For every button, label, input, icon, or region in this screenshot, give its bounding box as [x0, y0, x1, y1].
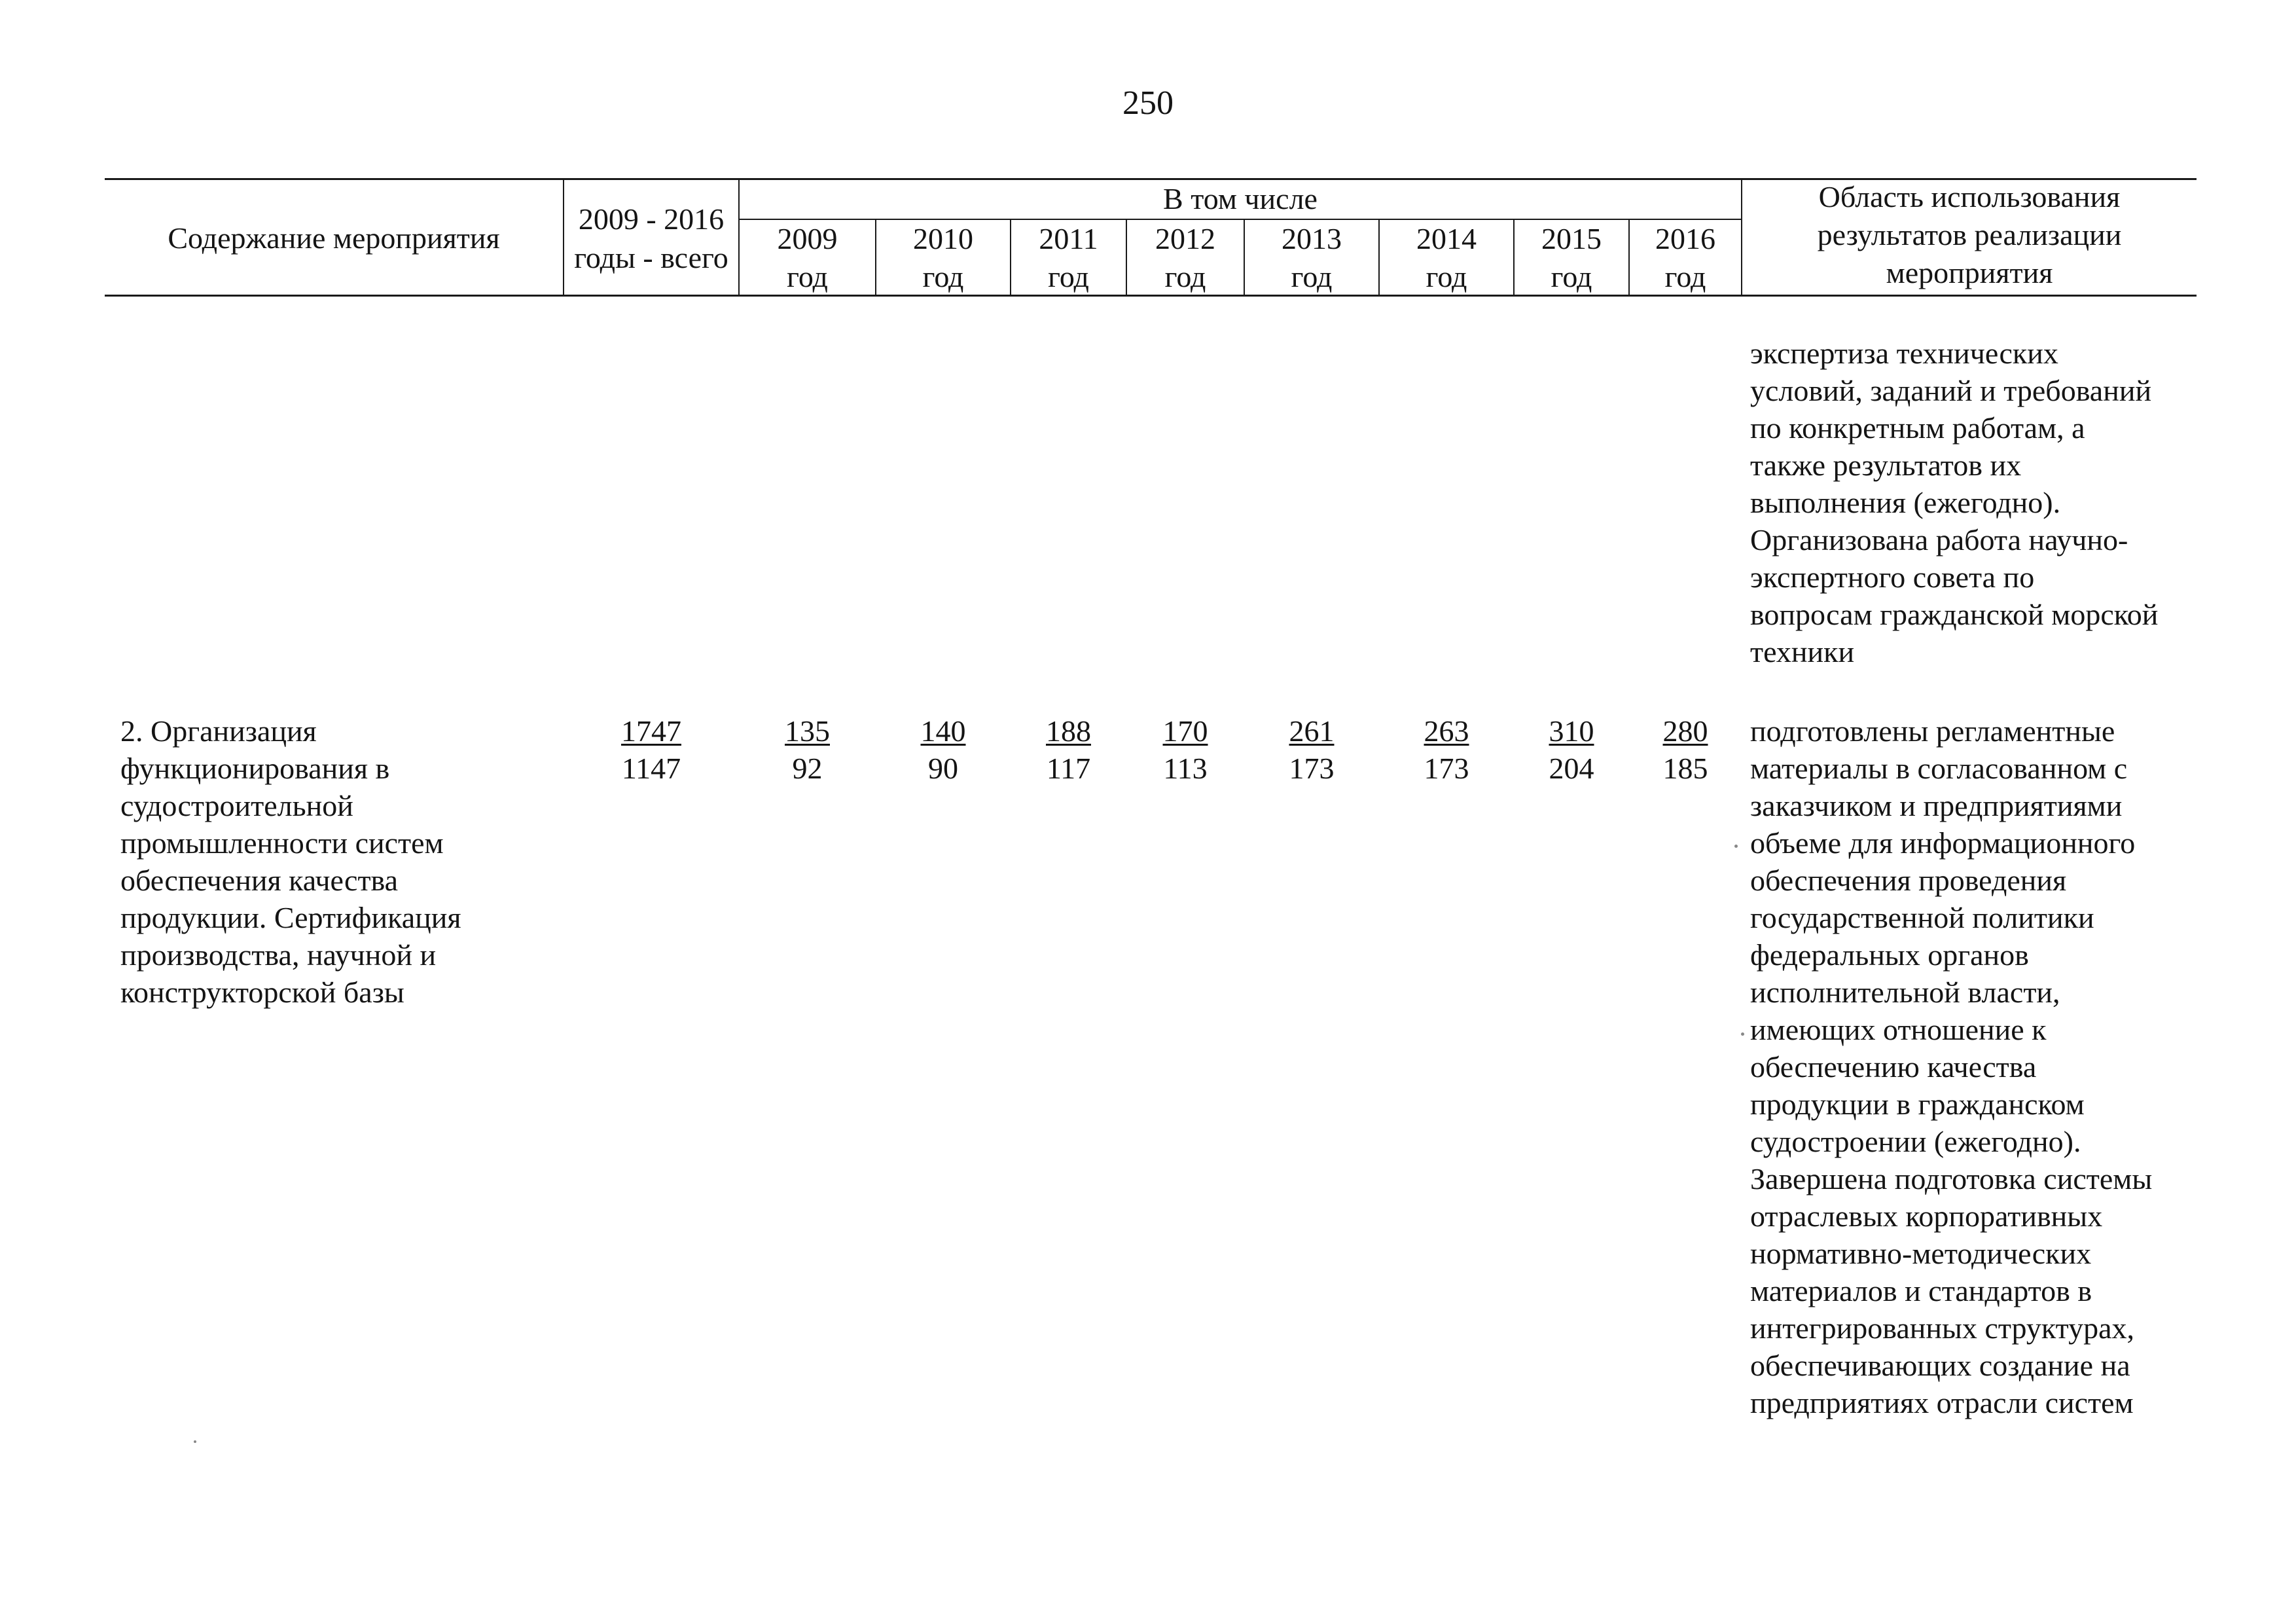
actual-value: 204: [1549, 752, 1594, 785]
results-line: экспертиза технических: [1750, 337, 2058, 370]
results-line: нормативно-методических: [1750, 1237, 2092, 1270]
header-results-line: результатов реализации: [1817, 218, 2122, 251]
header-year-unit: год: [1426, 260, 1467, 293]
activity-line: функционирования в: [120, 752, 390, 785]
results-line: государственной политики: [1750, 901, 2094, 934]
planned-value: 280: [1662, 714, 1708, 748]
actual-value: 173: [1289, 752, 1335, 785]
activity-line: судостроительной: [120, 789, 353, 822]
cell-2016: [1630, 712, 1741, 787]
header-year-2012: [1127, 220, 1244, 296]
actual-value: 90: [928, 752, 958, 785]
header-year-2010: [876, 220, 1010, 296]
activity-line: производства, научной и: [120, 938, 437, 972]
header-including: В том числе: [1163, 182, 1318, 215]
header-year-2013: [1245, 220, 1378, 296]
row-activity: [120, 712, 559, 1011]
results-line: объеме для информационного: [1750, 826, 2136, 860]
activity-line: обеспечения качества: [120, 864, 399, 897]
planned-value: 263: [1424, 714, 1469, 748]
activity-line: конструкторской базы: [120, 976, 404, 1009]
planned-value: 261: [1289, 714, 1335, 748]
results-line: выполнения (ежегодно).: [1750, 486, 2061, 519]
row-results: [1750, 712, 2195, 1421]
results-line: отраслевых корпоративных: [1750, 1199, 2103, 1233]
cell-2011: [1011, 712, 1126, 787]
scan-speck: [1734, 845, 1738, 848]
results-line: Завершена подготовка системы: [1750, 1162, 2153, 1195]
header-year-label: 2011: [1039, 222, 1098, 255]
header-results-line: Область использования: [1818, 180, 2121, 213]
planned-value: 310: [1549, 714, 1594, 748]
results-line: также результатов их: [1750, 448, 2022, 482]
cell-total: [564, 712, 738, 787]
results-line: экспертного совета по: [1750, 560, 2035, 594]
results-line: материалы в согласованном с: [1750, 752, 2128, 785]
header-results-line: мероприятия: [1886, 256, 2053, 289]
results-line: обеспечению качества: [1750, 1050, 2037, 1084]
planned-value: 140: [920, 714, 966, 748]
results-line: по конкретным работам, а: [1750, 411, 2085, 445]
header-year-label: 2015: [1541, 222, 1602, 255]
header-year-2009: [740, 220, 875, 296]
header-year-unit: год: [1164, 260, 1206, 293]
actual-value: 117: [1046, 752, 1091, 785]
results-line: вопросам гражданской морской: [1750, 598, 2159, 631]
planned-value: 188: [1046, 714, 1091, 748]
results-line: подготовлены регламентные: [1750, 714, 2115, 748]
header-year-unit: год: [1048, 260, 1089, 293]
results-line: техники: [1750, 635, 1855, 668]
header-year-2015: [1515, 220, 1628, 296]
actual-value: 1147: [621, 752, 681, 785]
header-year-unit: год: [1664, 260, 1706, 293]
page-number: 250: [1122, 84, 1174, 122]
results-line: обеспечения проведения: [1750, 864, 2067, 897]
results-line: федеральных органов: [1750, 938, 2029, 972]
results-line: интегрированных структурах,: [1750, 1311, 2135, 1345]
header-total-line1: 2009 - 2016: [578, 202, 725, 236]
header-year-unit: год: [922, 260, 964, 293]
header-year-label: 2010: [913, 222, 973, 255]
header-year-2011: [1011, 220, 1126, 296]
activity-line: промышленности систем: [120, 826, 444, 860]
actual-value: 113: [1163, 752, 1208, 785]
results-line: продукции в гражданском: [1750, 1087, 2085, 1121]
header-year-label: 2016: [1655, 222, 1715, 255]
planned-value: 1747: [621, 714, 681, 748]
header-year-unit: год: [787, 260, 828, 293]
header-year-label: 2012: [1155, 222, 1215, 255]
header-results: [1742, 178, 2197, 292]
cell-2013: [1245, 712, 1378, 787]
cell-2009: [740, 712, 875, 787]
actual-value: 92: [792, 752, 823, 785]
planned-value: 135: [785, 714, 830, 748]
results-line: судостроении (ежегодно).: [1750, 1125, 2081, 1158]
results-line: Организована работа научно-: [1750, 523, 2128, 556]
continuation-results: [1750, 335, 2195, 670]
results-line: условий, заданий и требований: [1750, 374, 2152, 407]
results-line: исполнительной власти,: [1750, 976, 2060, 1009]
cell-2014: [1380, 712, 1513, 787]
results-line: заказчиком и предприятиями: [1750, 789, 2123, 822]
cell-2012: [1127, 712, 1244, 787]
header-year-unit: год: [1291, 260, 1333, 293]
header-year-2014: [1380, 220, 1513, 296]
activity-line: продукции. Сертификация: [120, 901, 461, 934]
cell-2015: [1515, 712, 1628, 787]
results-line: имеющих отношение к: [1750, 1013, 2047, 1046]
header-total-line2: годы - всего: [574, 241, 728, 274]
header-year-label: 2014: [1416, 222, 1477, 255]
header-activity: Содержание мероприятия: [168, 221, 500, 255]
header-year-label: 2009: [777, 222, 838, 255]
results-line: материалов и стандартов в: [1750, 1274, 2092, 1307]
actual-value: 185: [1662, 752, 1708, 785]
results-line: предприятиях отрасли систем: [1750, 1386, 2134, 1419]
cell-2010: [876, 712, 1010, 787]
scan-speck: [1741, 1032, 1744, 1036]
scan-speck: [194, 1440, 196, 1443]
results-line: обеспечивающих создание на: [1750, 1349, 2130, 1382]
planned-value: 170: [1162, 714, 1208, 748]
header-year-2016: [1630, 220, 1741, 296]
actual-value: 173: [1424, 752, 1469, 785]
header-year-unit: год: [1551, 260, 1592, 293]
activity-line: 2. Организация: [120, 714, 317, 748]
header-year-label: 2013: [1282, 222, 1342, 255]
